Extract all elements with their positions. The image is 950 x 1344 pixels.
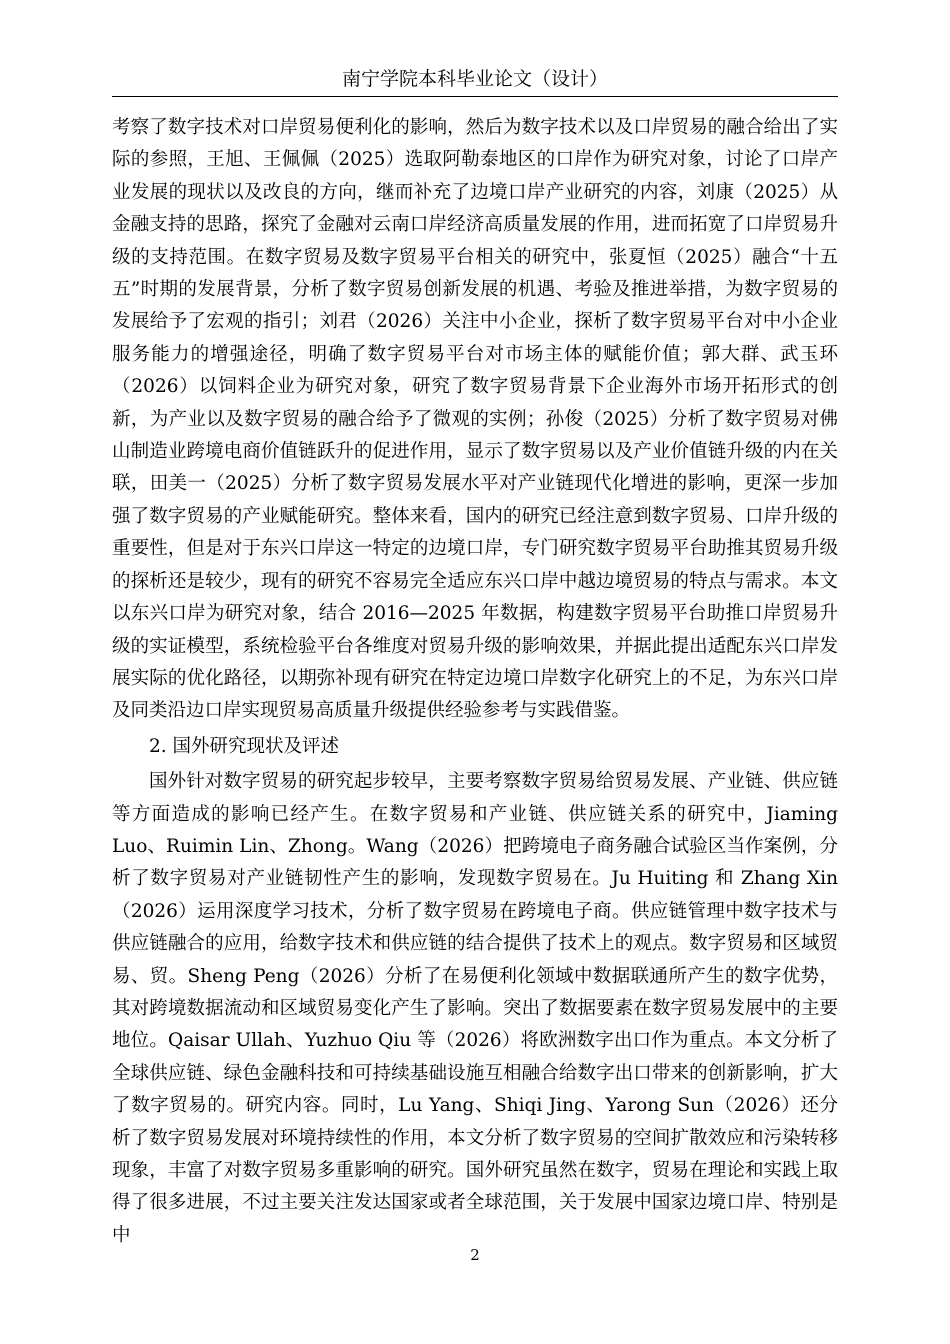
page-footer — [0, 1245, 950, 1265]
page-number: 2 — [470, 1246, 480, 1264]
document-body — [112, 112, 838, 1252]
page-header — [112, 66, 838, 97]
paragraph-foreign-research: 国外针对数字贸易的研究起步较早，主要考察数字贸易给贸易发展、产业链、供应链等方面造成的影响已经产生。在数字贸易和产业链、供应链关系的研究中，Jiaming Luo、Ruimin Lin、Zhong。Wang（2026）把跨境电子商务融合试验区当作案例，分析了数字贸易对产业链韧性产生的影响，发现数字贸易在。Ju Huiting 和 Zhang Xin（2026）运用深度学习技术，分析了数字贸易在跨境电子商。供应链管理中数字技术与供应链融合的应用，给数字技术和供应链的结合提供了技术上的观点。数字贸易和区域贸易、贸。Sheng Peng（2026）分析了在易便利化领域中数据联通所产生的数字优势，其对跨境数据流动和区域贸易变化产生了影响。突出了数据要素在数字贸易发展中的主要地位。Qaisar Ullah、Yuzhuo Qiu 等（2026）将欧洲数字出口作为重点。本文分析了全球供应链、绿色金融科技和可持续基础设施互相融合给数字出口带来的创新影响，扩大了数字贸易的。研究内容。同时，Lu Yang、Shiqi Jing、Yarong Sun（2026）还分析了数字贸易发展对环境持续性的作用，本文分析了数字贸易的空间扩散效应和污染转移现象，丰富了对数字贸易多重影响的研究。国外研究虽然在数字，贸易在理论和实践上取得了很多进展，不过主要关注发达国家或者全球范围，关于发展中国家边境口岸、特别是中 — [112, 771, 838, 1246]
paragraph-domestic-research: 考察了数字技术对口岸贸易便利化的影响，然后为数字技术以及口岸贸易的融合给出了实际的参照，王旭、王佩佩（2025）选取阿勒泰地区的口岸作为研究对象，讨论了口岸产业发展的现状以及改良的方向，继而补充了边境口岸产业研究的内容，刘康（2025）从金融支持的思路，探究了金融对云南口岸经济高质量发展的作用，进而拓宽了口岸贸易升级的支持范围。在数字贸易及数字贸易平台相关的研究中，张夏恒（2025）融合“十五五”时期的发展背景，分析了数字贸易创新发展的机遇、考验及推进举措，为数字贸易的发展给予了宏观的指引；刘君（2026）关注中小企业，探析了数字贸易平台对中小企业服务能力的增强途径，明确了数字贸易平台对市场主体的赋能价值；郭大群、武玉环（2026）以饲料企业为研究对象，研究了数字贸易背景下企业海外市场开拓形式的创新，为产业以及数字贸易的融合给予了微观的实例；孙俊（2025）分析了数字贸易对佛山制造业跨境电商价值链跃升的促进作用，显示了数字贸易以及产业价值链升级的内在关联，田美一（2025）分析了数字贸易发展水平对产业链现代化增进的影响，更深一步加强了数字贸易的产业赋能研究。整体来看，国内的研究已经注意到数字贸易、口岸升级的重要性，但是对于东兴口岸这一特定的边境口岸，专门研究数字贸易平台助推其贸易升级的探析还是较少，现有的研究不容易完全适应东兴口岸中越边境贸易的特点与需求。本文以东兴口岸为研究对象，结合 2016—2025 年数据，构建数字贸易平台助推口岸贸易升级的实证模型，系统检验平台各维度对贸易升级的影响效果，并据此提出适配东兴口岸发展实际的优化路径，以期弥补现有研究在特定边境口岸数字化研究上的不足，为东兴口岸及同类沿边口岸实现贸易高质量升级提供经验参考与实践借鉴。 — [112, 117, 838, 722]
header-title: 南宁学院本科毕业论文（设计） — [341, 68, 608, 90]
section-heading: 2. 国外研究现状及评述 — [149, 735, 340, 757]
